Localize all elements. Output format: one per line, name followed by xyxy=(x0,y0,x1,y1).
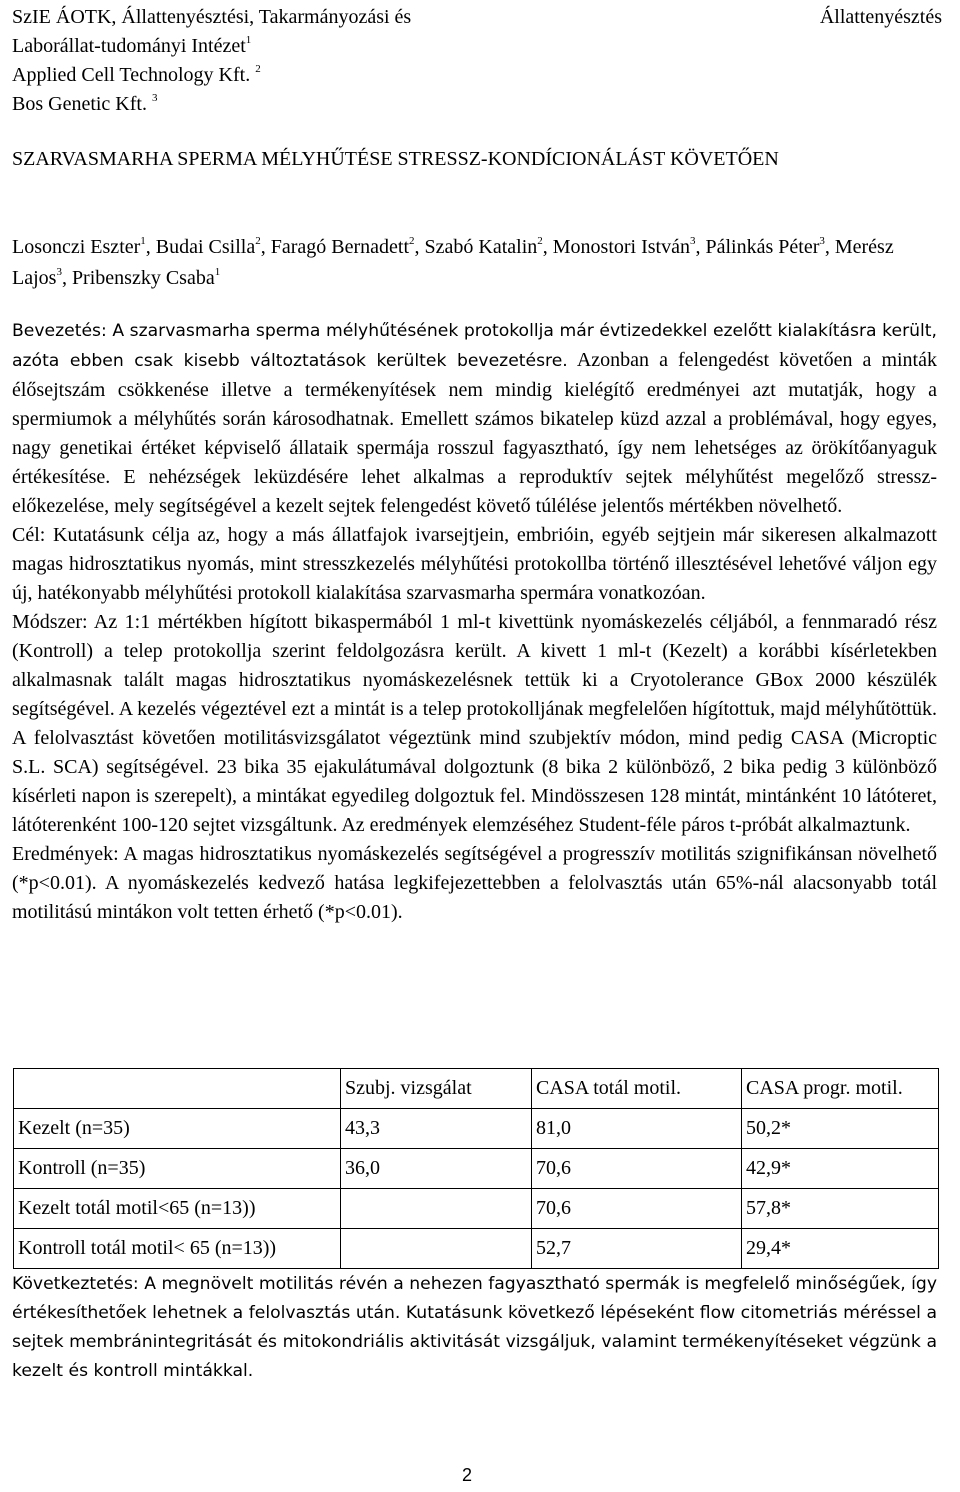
table-cell: Kontroll (n=35) xyxy=(14,1149,341,1189)
table-row xyxy=(14,1109,939,1149)
table-cell xyxy=(341,1229,532,1269)
author-separator: , xyxy=(542,236,553,258)
author-name: Losonczi Eszter xyxy=(12,236,141,258)
company2: Bos Genetic Kft. $^3$ xyxy=(12,92,158,115)
author-name: Pribenszky Csaba xyxy=(71,267,215,289)
header xyxy=(12,3,948,119)
author-affiliation-sup: 2 xyxy=(537,235,543,248)
author-name: Szabó Katalin xyxy=(424,236,538,258)
author-name: Faragó Bernadett xyxy=(270,236,410,258)
table-cell: Kezelt totál motil<65 (n=13)) xyxy=(14,1189,341,1229)
author-affiliation-sup: 2 xyxy=(409,235,415,248)
paper-title: SZARVASMARHA SPERMA MÉLYHŰTÉSE STRESSZ-KONDÍCIONÁLÁST KÖVETŐEN xyxy=(12,148,779,170)
conclusion xyxy=(12,1270,937,1386)
affiliation-sup: 2 xyxy=(255,63,261,76)
table-cell: Kontroll totál motil< 65 (n=13)) xyxy=(14,1229,341,1269)
author-separator: , xyxy=(414,236,425,258)
author-separator: , xyxy=(824,236,835,258)
table-row xyxy=(14,1229,939,1269)
author-affiliation-sup: 3 xyxy=(689,235,696,248)
affiliation-sup: 3 xyxy=(151,92,158,105)
author-name: Merész Lajos xyxy=(12,236,894,289)
intro-continuation: Azonban a felengedést követően a minták élősejtszám csökkenése illetve a termékenyítések nem mindig kielégítő eredményei azt mutatják, hogy a spermiumok a mélyhűtés során károsodhatnak. Emellett számos bikatelep küzd azzal a problémával, hogy egyes, nagy genetikai értéket képviselő állataik spermája rosszul fagyasztható, így nem lehetséges az örökítőanyaguk értékesítése. E nehézségek leküzdésére lehet alkalmas a reproduktív sejtek mélyhűtést megelőző stressz-előkezelése, mely segítségével a kezelt sejtek felengedést követő túlélése jelentős mértékben növelhető. xyxy=(12,349,937,517)
results-table xyxy=(13,1068,939,1269)
results-paragraph: Eredmények: A magas hidrosztatikus nyomáskezelés segítségével a progresszív motilitás szignifikánsan növelhető (*p<0.01). A nyomáskezelés kedvező hatása legkifejezettebben a felolvasztás után 65%-nál alacsonyabb totál motilitású mintákon volt tetten érhető (*p<0.01). xyxy=(12,843,937,923)
aim-paragraph: Cél: Kutatásunk célja az, hogy a más állatfajok ivarsejtjein, embrióin, egyéb sejtjein már sikeresen alkalmazott magas hidrosztatikus nyomás, mint stresszkezelés mélyhűtési protokollba történő illesztésével lehetővé váljon egy új, hatékonyabb mélyhűtési protokoll kialakítása szarvasmarha spermára vonatkozóan. xyxy=(12,524,937,604)
table-row xyxy=(14,1189,939,1229)
table-header-cell: CASA progr. motil. xyxy=(742,1069,939,1109)
section-label: Állattenyésztés xyxy=(819,6,942,28)
table-cell: 43,3 xyxy=(341,1109,532,1149)
company1: Applied Cell Technology Kft. $^2$ xyxy=(12,63,261,86)
institute-line1: SzIE ÁOTK, Állattenyésztési, Takarmányozási és xyxy=(12,6,412,28)
table-cell: 57,8* xyxy=(742,1189,939,1229)
author-affiliation-sup: 1 xyxy=(140,235,146,248)
table-cell: 81,0 xyxy=(532,1109,742,1149)
author-affiliation-sup: 3 xyxy=(819,235,825,248)
author-affiliation-sup: 3 xyxy=(56,266,62,279)
table-cell xyxy=(341,1189,532,1229)
table-cell: 50,2* xyxy=(742,1109,939,1149)
author-separator: , xyxy=(695,236,706,258)
author-separator: , xyxy=(260,236,271,258)
intro-paragraph: Bevezetés: A szarvasmarha sperma mélyhűtésének protokollja már évtizedekkel ezelőtt kialakításra került, azóta ebben csak kisebb változtatások kerültek bevezetésre. xyxy=(12,321,937,371)
body-text xyxy=(12,317,937,927)
author-list xyxy=(12,232,948,294)
table-cell: 52,7 xyxy=(532,1229,742,1269)
table-cell: Kezelt (n=35) xyxy=(14,1109,341,1149)
table-header-cell xyxy=(14,1069,341,1109)
affiliation-sup: 1 xyxy=(245,34,252,47)
author-separator: , xyxy=(61,267,72,289)
table-row xyxy=(14,1149,939,1189)
table-cell: 29,4* xyxy=(742,1229,939,1269)
table-header-cell: CASA totál motil. xyxy=(532,1069,742,1109)
table-cell: 70,6 xyxy=(532,1149,742,1189)
conclusion-paragraph: Következtetés: A megnövelt motilitás révén a nehezen fagyasztható spermák is megfelelő minőségűek, így értékesíthetőek lehetnek a felolvasztás után. Kutatásunk következő lépéseként flow citometriás méréssel a sejtek membránintegritását és mitokondriális aktivitását vizsgáljuk, valamint termékenyítéseket végzünk a kezelt és kontroll mintákkal. xyxy=(12,1274,937,1381)
author-name: Budai Csilla xyxy=(155,236,256,258)
methods-paragraph: Módszer: Az 1:1 mértékben hígított bikaspermából 1 ml-t kivettünk nyomáskezelés céljából, a fennmaradó rész (Kontroll) a telep protokollja szerint feldolgozásra került. A kivett 1 ml-t (Kezelt) a korábbi kísérletekben alkalmasnak talált magas hidrosztatikus nyomáskezelésnek tettük ki a Cryotolerance GBox 2000 készülék segítségével. A kezelés végeztével ezt a mintát is a telep protokolljának megfelelően hígítottuk, majd mélyhűtöttük. A felolvasztást követően motilitásvizsgálatot végeztünk mind szubjektív módon, mind pedig CASA (Microptic S.L. SCA) segítségével. 23 bika 35 ejakulátumával dolgoztunk (8 bika 2 különböző, 2 bika pedig 3 különböző kísérleti napon is szerepelt), a mintákat egyedileg dolgoztuk fel. Mindösszesen 128 mintát, mintánként 10 látóteret, látóterenként 100-120 sejtet vizsgáltunk. Az eredmények elemzéséhez Student-féle páros t-próbát alkalmaztunk. xyxy=(12,611,937,836)
table-cell: 70,6 xyxy=(532,1189,742,1229)
author-separator: , xyxy=(145,236,156,258)
table-header-row xyxy=(14,1069,939,1109)
author-name: Pálinkás Péter xyxy=(705,236,820,258)
author-name: Monostori István xyxy=(552,236,690,258)
page-number: 2 xyxy=(462,1465,473,1485)
author-affiliation-sup: 2 xyxy=(255,235,261,248)
author-affiliation-sup: 1 xyxy=(214,266,221,279)
table-header-cell: Szubj. vizsgálat xyxy=(341,1069,532,1109)
table-cell: 42,9* xyxy=(742,1149,939,1189)
table-cell: 36,0 xyxy=(341,1149,532,1189)
institute-line2: Laborállat-tudományi Intézet$^1$ xyxy=(12,34,252,57)
